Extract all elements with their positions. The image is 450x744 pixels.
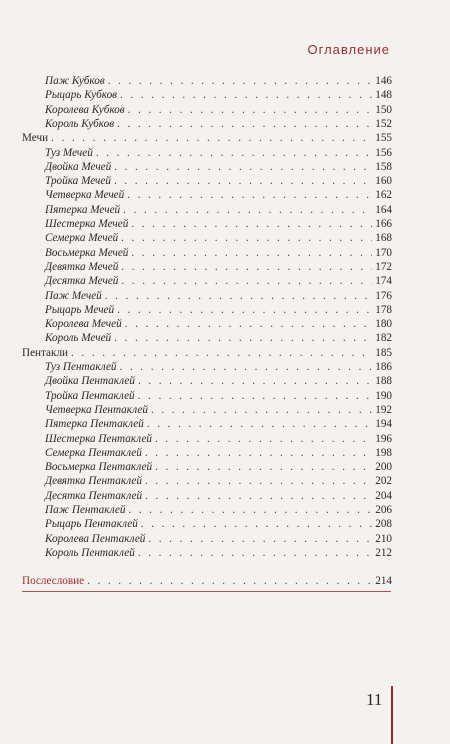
toc-entry[interactable] xyxy=(45,274,392,288)
dot-leader xyxy=(120,88,372,102)
toc-entry-label: Десятка Пентаклей xyxy=(45,489,143,502)
toc-entry-label: Король Мечей xyxy=(45,332,112,345)
toc-entry-page: 152 xyxy=(375,117,392,130)
dot-leader xyxy=(148,532,372,546)
toc-entry-label: Десятка Мечей xyxy=(45,275,119,288)
toc-entry-page: 214 xyxy=(375,575,392,587)
dot-leader xyxy=(155,432,372,446)
dot-leader xyxy=(128,503,372,517)
dot-leader xyxy=(131,217,372,231)
toc-entry-page: 192 xyxy=(375,403,392,416)
toc-entry-page: 158 xyxy=(375,160,392,173)
toc-entry-label: Рыцарь Кубков xyxy=(45,89,118,102)
dot-leader xyxy=(155,460,372,474)
toc-entry-page: 194 xyxy=(375,418,392,431)
toc-entry-label: Туз Пентаклей xyxy=(45,361,117,373)
dot-leader xyxy=(145,446,372,460)
toc-entry-page: 200 xyxy=(375,461,392,474)
toc-entry-page: 160 xyxy=(375,175,392,188)
toc-entry[interactable] xyxy=(45,146,392,160)
toc-entry-label: Королева Кубков xyxy=(45,103,125,116)
toc-entry-page: 180 xyxy=(375,318,392,331)
toc-entry-page: 185 xyxy=(375,346,392,359)
toc-entry[interactable] xyxy=(45,503,392,517)
toc-entry-label: Шестерка Пентаклей xyxy=(45,432,153,445)
toc-entry-label: Паж Мечей xyxy=(45,289,102,302)
toc-entry[interactable] xyxy=(45,489,392,503)
toc-entry-page: 164 xyxy=(375,203,392,216)
toc-entry[interactable] xyxy=(45,103,392,117)
toc-entry[interactable] xyxy=(22,574,392,588)
toc-entry[interactable] xyxy=(45,88,392,102)
toc-entry[interactable] xyxy=(45,474,392,488)
toc-entry-label: Семерка Пентаклей xyxy=(45,446,142,459)
toc-entry[interactable] xyxy=(45,260,392,274)
dot-leader xyxy=(147,417,372,431)
toc-entry[interactable] xyxy=(45,532,392,546)
toc-entry[interactable] xyxy=(45,289,392,303)
toc-entry-page: 156 xyxy=(375,146,392,159)
dot-leader xyxy=(71,346,372,360)
toc-entry-label: Девятка Мечей xyxy=(45,260,119,273)
toc-entry[interactable] xyxy=(45,374,392,388)
toc-entry-page: 206 xyxy=(375,504,392,516)
toc-entry-page: 188 xyxy=(375,375,392,388)
toc-entry-label: Четверка Мечей xyxy=(45,189,125,202)
toc-entry-page: 172 xyxy=(375,260,392,273)
toc-entry[interactable] xyxy=(45,203,392,217)
toc-entry-label: Пентакли xyxy=(22,346,69,359)
toc-entry-page: 196 xyxy=(375,432,392,445)
dot-leader xyxy=(114,174,372,188)
toc-entry[interactable] xyxy=(45,389,392,403)
toc-entry-label: Тройка Пентаклей xyxy=(45,389,135,402)
toc-entry[interactable] xyxy=(22,346,392,360)
toc-entry[interactable] xyxy=(45,517,392,531)
dot-leader xyxy=(51,131,372,145)
dot-leader xyxy=(120,360,373,374)
dot-leader xyxy=(145,474,372,488)
toc-entry[interactable] xyxy=(45,432,392,446)
dot-leader xyxy=(108,74,373,88)
toc-entry-page: 208 xyxy=(375,518,392,531)
toc-entry-page: 162 xyxy=(375,189,392,202)
toc-entry-label: Послесловие xyxy=(22,575,85,587)
toc-entry-label: Король Пентаклей xyxy=(45,546,135,559)
toc-entry-page: 186 xyxy=(375,361,392,373)
dot-leader xyxy=(127,188,372,202)
toc-entry-page: 150 xyxy=(375,103,392,116)
toc-entry-label: Пятерка Пентаклей xyxy=(45,418,144,431)
toc-entry[interactable] xyxy=(45,403,392,417)
toc-entry[interactable] xyxy=(45,303,392,317)
dot-leader xyxy=(138,374,372,388)
page-number: 11 xyxy=(366,690,383,709)
dot-leader xyxy=(138,389,373,403)
toc-entry-label: Восьмерка Мечей xyxy=(45,246,129,259)
dot-leader xyxy=(141,517,372,531)
toc-entry[interactable] xyxy=(45,217,392,231)
toc-entry-label: Двойка Мечей xyxy=(45,160,112,173)
toc-entry[interactable] xyxy=(45,317,392,331)
toc-entry-page: 170 xyxy=(375,246,392,259)
running-header: Оглавление xyxy=(307,42,390,57)
toc-entry-page: 155 xyxy=(375,132,392,145)
toc-entry-label: Тройка Мечей xyxy=(45,175,111,188)
toc-entry-page: 212 xyxy=(375,546,392,559)
toc-entry-page: 202 xyxy=(375,475,392,488)
toc-entry-page: 146 xyxy=(375,75,392,87)
toc-entry[interactable] xyxy=(45,446,392,460)
toc-entry[interactable] xyxy=(45,174,392,188)
toc-entry-label: Королева Пентаклей xyxy=(45,532,146,545)
toc-entry[interactable] xyxy=(45,160,392,174)
toc-entry-page: 176 xyxy=(375,289,392,302)
toc-entry-page: 148 xyxy=(375,89,392,102)
toc-entry-label: Семерка Мечей xyxy=(45,232,119,245)
toc-entry-page: 166 xyxy=(375,218,392,230)
toc-entry[interactable] xyxy=(45,546,392,560)
toc-entry-label: Туз Мечей xyxy=(45,146,93,159)
dot-leader xyxy=(123,203,372,217)
dot-leader xyxy=(125,317,373,331)
toc-entry-label: Шестерка Мечей xyxy=(45,218,129,230)
dot-leader xyxy=(145,489,372,503)
toc-entry-page: 210 xyxy=(375,532,392,545)
toc-entry[interactable] xyxy=(45,460,392,474)
page-number-bar xyxy=(391,686,393,744)
toc-entry[interactable] xyxy=(45,117,392,131)
toc-entry[interactable] xyxy=(45,188,392,202)
toc-entry-label: Паж Кубков xyxy=(45,75,105,87)
dot-leader xyxy=(121,260,372,274)
toc-entry[interactable] xyxy=(45,246,392,260)
toc-entry-label: Пятерка Мечей xyxy=(45,203,121,216)
dot-leader xyxy=(117,303,372,317)
toc-entry-page: 204 xyxy=(375,489,392,502)
dot-leader xyxy=(96,146,372,160)
toc-entry[interactable] xyxy=(22,131,392,145)
toc-entry-label: Восьмерка Пентаклей xyxy=(45,461,153,474)
dot-leader xyxy=(121,231,372,245)
toc-entry[interactable] xyxy=(45,417,392,431)
dot-leader xyxy=(114,331,372,345)
toc-entry[interactable] xyxy=(45,331,392,345)
toc-entry-page: 182 xyxy=(375,332,392,345)
toc-entry-label: Рыцарь Мечей xyxy=(45,303,115,316)
dot-leader xyxy=(117,117,372,131)
dot-leader xyxy=(87,574,372,588)
toc-entry-label: Девятка Пентаклей xyxy=(45,475,142,488)
dot-leader xyxy=(128,103,373,117)
dot-leader xyxy=(121,274,372,288)
toc-entry[interactable] xyxy=(45,360,392,374)
toc-entry[interactable] xyxy=(45,74,392,88)
toc-entry-label: Рыцарь Пентаклей xyxy=(45,518,138,531)
toc-entry-page: 178 xyxy=(375,303,392,316)
toc-entry-page: 190 xyxy=(375,389,392,402)
toc-entry-label: Четверка Пентаклей xyxy=(45,403,148,416)
toc-entry-label: Королева Мечей xyxy=(45,318,122,331)
dot-leader xyxy=(114,160,372,174)
toc-entry[interactable] xyxy=(45,231,392,245)
toc-entry-label: Двойка Пентаклей xyxy=(45,375,135,388)
dot-leader xyxy=(151,403,372,417)
toc-entry-label: Паж Пентаклей xyxy=(45,504,126,516)
dot-leader xyxy=(138,546,372,560)
toc-entry-page: 168 xyxy=(375,232,392,245)
afterword-underline xyxy=(22,591,391,592)
toc-entry-page: 174 xyxy=(375,275,392,288)
dot-leader xyxy=(105,289,372,303)
dot-leader xyxy=(131,246,372,260)
toc-entry-label: Король Кубков xyxy=(45,117,115,130)
toc-entry-label: Мечи xyxy=(22,132,49,145)
toc-entry-page: 198 xyxy=(375,446,392,459)
